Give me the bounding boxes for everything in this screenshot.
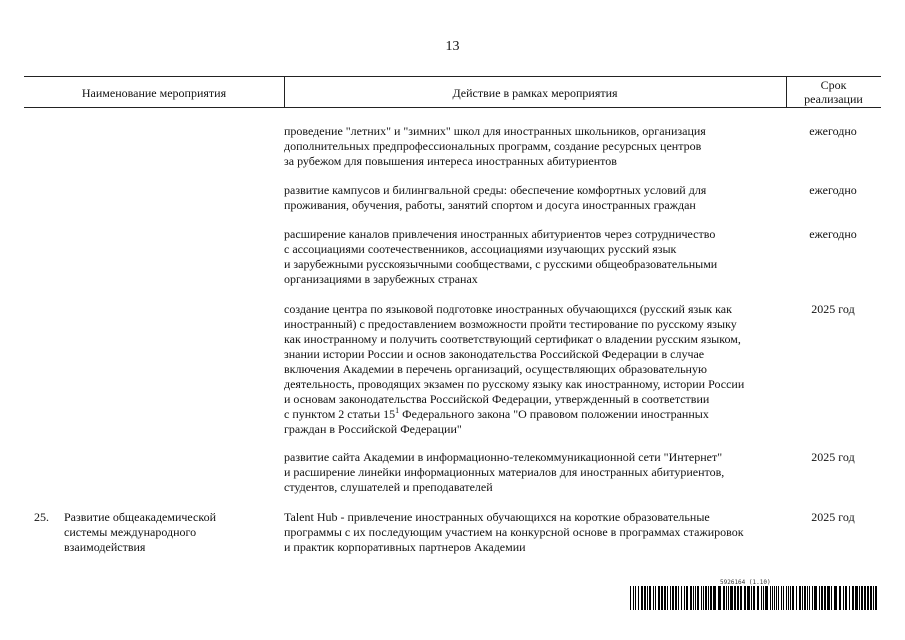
table-header-bottom-border	[24, 107, 881, 108]
table-row-action: Talent Hub - привлечение иностранных обучающихся на короткие образовательные программы с их последующим участием на конкурсной основе в программах стажировок и практик корпоративных партнеров Академии	[284, 510, 744, 554]
barcode-label: 5926164 (1.10)	[720, 579, 771, 586]
table-row-action: проведение "летних" и "зимних" школ для иностранных школьников, организация дополнительных предпрофессиональных программ, создание ресурсных центров за рубежом для повышения интереса иностранных абитуриентов	[284, 124, 706, 168]
table-row-action: развитие кампусов и билингвальной среды: обеспечение комфортных условий для проживания, обучения, работы, занятий спортом и досуга иностранных граждан	[284, 183, 707, 212]
table-row-term: ежегодно	[809, 227, 857, 241]
row-number: 25.	[34, 510, 49, 524]
table-row-action: развитие сайта Академии в информационно-телекоммуникационной сети "Интернет" и расширение линейки информационных материалов для иностранных абитуриентов, студентов, слушателей и преподавателей	[284, 450, 725, 494]
table-top-border	[24, 76, 881, 77]
row-name: Развитие общеакадемической системы международного взаимодействия	[64, 510, 217, 554]
table-row-action: создание центра по языковой подготовке иностранных обучающихся (русский язык как иностранный) с предоставлением возможности пройти тестирование по русскому языку как иностранному и получить соответствующий сертификат о владении русским языком, знании истории России и основ законодательства Российской Федерации в случае включения Академии в перечень организаций, осуществляющих образовательную деятельность, проводящих экзамен по русскому языку как иностранному, истории России и основам законодательства Российской Федерации, утвержденный в соответствии с пунктом 2 статьи $15^1$ Федерального закона "О правовом положении иностранных граждан в Российской Федерации"	[284, 302, 745, 436]
table-row-term: ежегодно	[809, 183, 857, 197]
table-row-term: 2025 год	[811, 302, 855, 316]
page-number: 13	[445, 39, 460, 54]
column-header-name: Наименование мероприятия	[81, 86, 227, 100]
table-row-term: 2025 год	[811, 510, 855, 524]
table-row-term: ежегодно	[809, 124, 857, 138]
table-row-action: расширение каналов привлечения иностранных абитуриентов через сотрудничество с ассоциациями соотечественников, ассоциациями изучающих русский язык и зарубежными русскоязычными сообществами, с русскими общеобразовательными организациями в зарубежных странах	[284, 227, 718, 286]
column-header-term: Срок реализации	[804, 78, 863, 106]
table-row-term: 2025 год	[811, 450, 855, 464]
barcode-icon	[630, 586, 880, 610]
column-header-action: Действие в рамках мероприятия	[452, 86, 618, 100]
